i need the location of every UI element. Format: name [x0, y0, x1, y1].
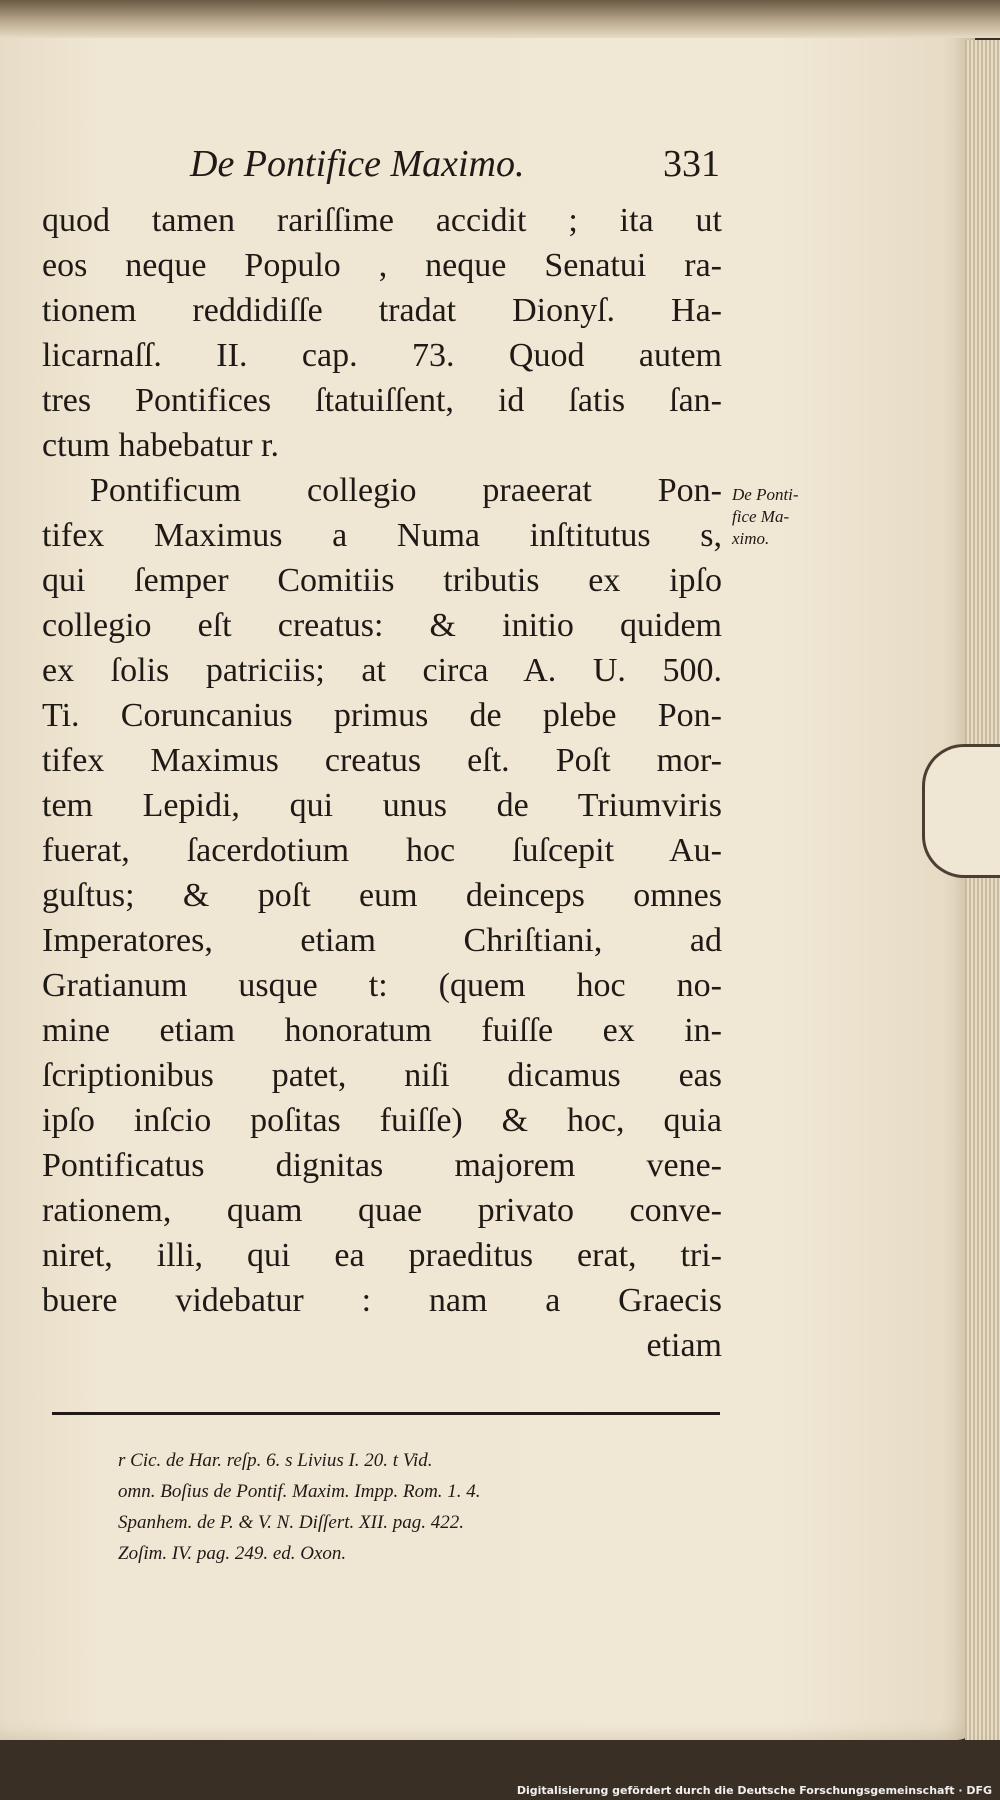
- marginal-note-line: ximo.: [732, 529, 770, 548]
- marginal-note-line: fice Ma-: [732, 507, 790, 526]
- footnotes: [118, 1445, 728, 1569]
- text-line: ctum habebatur r.: [42, 427, 279, 464]
- footnote-line: Zoſim. IV. pag. 249. ed. Oxon.: [118, 1543, 347, 1564]
- text-line: ſcriptionibus patet, niſi dicamus eas: [42, 1057, 722, 1094]
- text-line: Imperatores, etiam Chriſtiani, ad: [42, 922, 722, 959]
- text-line: collegio eſt creatus: & initio quidem: [42, 607, 722, 644]
- text-line: ipſo inſcio poſitas fuiſſe) & hoc, quia: [42, 1102, 722, 1139]
- footnote-line: Spanhem. de P. & V. N. Diſſert. XII. pag. 422.: [118, 1512, 465, 1533]
- text-line: eos neque Populo , neque Senatui ra-: [42, 247, 722, 284]
- page-tab-marker: [922, 744, 1000, 878]
- text-line: Ti. Coruncanius primus de plebe Pon-: [42, 697, 722, 734]
- footnote-rule: [52, 1412, 720, 1415]
- text-line: guſtus; & poſt eum deinceps omnes: [42, 877, 722, 914]
- page-top-shadow: [0, 0, 1000, 38]
- running-title: De Pontifice Maximo.: [190, 143, 525, 185]
- text-line: tifex Maximus a Numa inſtitutus s,: [42, 517, 722, 554]
- footnote-line: r Cic. de Har. reſp. 6. s Livius I. 20. t Vid.: [118, 1450, 433, 1471]
- digitization-credit: Digitalisierung gefördert durch die Deutsche Forschungsgemeinschaft · DFG: [516, 1784, 992, 1797]
- text-line: Gratianum usque t: (quem hoc no-: [42, 967, 722, 1004]
- text-line: licarnaſſ. II. cap. 73. Quod autem: [42, 337, 722, 374]
- text-line: quod tamen rariſſime accidit ; ita ut: [42, 202, 722, 239]
- text-line: rationem, quam quae privato conve-: [42, 1192, 722, 1229]
- text-line: ex ſolis patriciis; at circa A. U. 500.: [42, 652, 722, 689]
- text-line: mine etiam honoratum fuiſſe ex in-: [42, 1012, 722, 1049]
- text-line: buere videbatur : nam a Graecis: [42, 1282, 722, 1319]
- page-edges: [965, 40, 1000, 1740]
- page-number: 331: [663, 143, 720, 185]
- text-line: niret, illi, qui ea praeditus erat, tri-: [42, 1237, 722, 1274]
- text-line: qui ſemper Comitiis tributis ex ipſo: [42, 562, 722, 599]
- footnote-line: omn. Boſius de Pontif. Maxim. Impp. Rom. 1. 4.: [118, 1481, 481, 1502]
- marginal-note: [732, 484, 822, 550]
- marginal-note-line: De Ponti-: [732, 485, 799, 504]
- text-line: tres Pontifices ſtatuiſſent, id ſatis ſan-: [42, 382, 722, 419]
- text-line: fuerat, ſacerdotium hoc ſuſcepit Au-: [42, 832, 722, 869]
- text-line: Pontificatus dignitas majorem vene-: [42, 1147, 722, 1184]
- text-line: tem Lepidi, qui unus de Triumviris: [42, 787, 722, 824]
- text-line: Pontificum collegio praeerat Pon-: [90, 472, 722, 509]
- page-header: [190, 142, 720, 190]
- catchword: etiam: [646, 1327, 722, 1364]
- body-text: [42, 198, 722, 1368]
- text-line: tionem reddidiſſe tradat Dionyſ. Ha-: [42, 292, 722, 329]
- text-line: tifex Maximus creatus eſt. Poſt mor-: [42, 742, 722, 779]
